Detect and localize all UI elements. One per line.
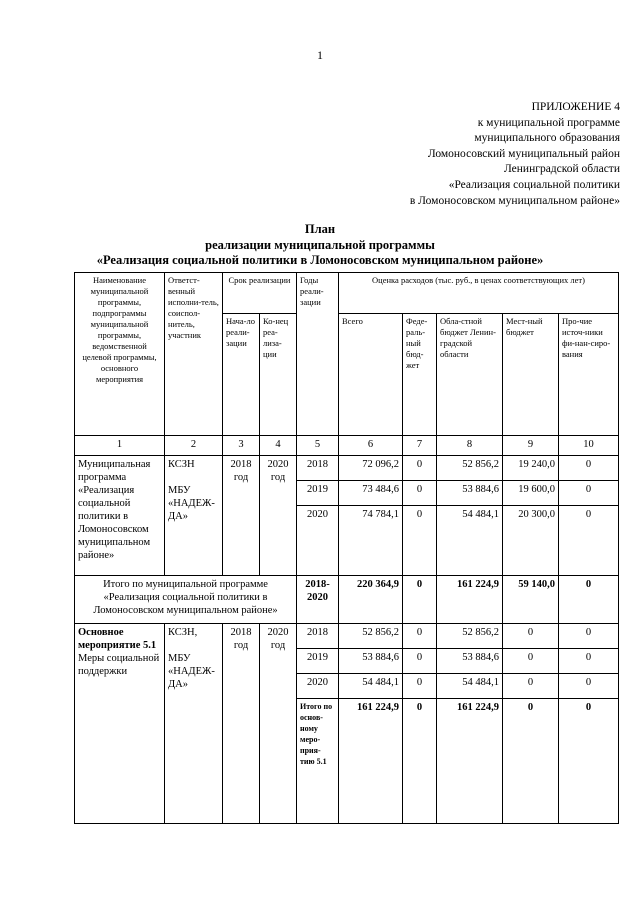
program-total: 73 484,6 xyxy=(339,481,403,506)
measure-regional: 53 884,6 xyxy=(437,649,503,674)
measure-responsible-1: КСЗН, xyxy=(168,627,198,638)
appendix-block xyxy=(410,100,620,209)
program-federal: 0 xyxy=(403,481,437,506)
program-total-total: 220 364,9 xyxy=(339,576,403,624)
program-local: 19 600,0 xyxy=(503,481,559,506)
measure-total: 53 884,6 xyxy=(339,649,403,674)
program-other: 0 xyxy=(559,456,619,481)
measure-federal: 0 xyxy=(403,624,437,649)
header-local: Мест-ный бюджет xyxy=(503,314,559,436)
header-federal: Феде-раль-ный бюд-жет xyxy=(403,314,437,436)
column-number: 3 xyxy=(223,436,260,456)
header-other: Про-чие источ-ники фи-нан-сиро-вания xyxy=(559,314,619,436)
appendix-line: муниципального образования xyxy=(474,132,620,145)
program-name: Муниципальная программа «Реализация социальной политики в Ломоносовском муниципальном районе» xyxy=(75,456,165,576)
measure-year: 2018 xyxy=(297,624,339,649)
measure-responsible xyxy=(165,624,223,824)
program-other: 0 xyxy=(559,481,619,506)
column-number: 6 xyxy=(339,436,403,456)
program-total-years: 2018-2020 xyxy=(297,576,339,624)
header-regional: Обла-стной бюджет Ленин-градской области xyxy=(437,314,503,436)
measure-other: 0 xyxy=(559,624,619,649)
program-responsible xyxy=(165,456,223,576)
program-year: 2019 xyxy=(297,481,339,506)
measure-local: 0 xyxy=(503,624,559,649)
appendix-line: Ломоносовский муниципальный район xyxy=(427,147,620,160)
header-end: Ко-нец реа-лиза-ции xyxy=(260,314,297,436)
column-number: 7 xyxy=(403,436,437,456)
column-number: 1 xyxy=(75,436,165,456)
program-local: 19 240,0 xyxy=(503,456,559,481)
plan-title-line: «Реализация социальной политики в Ломоносовском муниципальном районе» xyxy=(96,253,544,267)
measure-local: 0 xyxy=(503,674,559,699)
measure-name-bold: Основное мероприятие xyxy=(78,627,141,651)
measure-other: 0 xyxy=(559,649,619,674)
measure-start: 2018 год xyxy=(223,624,260,824)
header-responsible: Ответст-венный исполни-тель, соиспол-нитель, участник xyxy=(165,273,223,436)
appendix-line: в Ломоносовском муниципальном районе» xyxy=(409,194,620,207)
measure-total-label: Итого по основ-ному меро-прия-тию 5.1 xyxy=(297,699,339,824)
appendix-line: ПРИЛОЖЕНИЕ 4 xyxy=(531,101,620,113)
program-responsible-2: МБУ «НАДЕЖ-ДА» xyxy=(168,485,215,522)
program-total-other: 0 xyxy=(559,576,619,624)
header-start: Нача-ло реали-зации xyxy=(223,314,260,436)
program-regional: 53 884,6 xyxy=(437,481,503,506)
measure-total-federal: 0 xyxy=(403,699,437,824)
measure-number: 5.1 xyxy=(143,640,157,651)
program-federal: 0 xyxy=(403,456,437,481)
measure-regional: 52 856,2 xyxy=(437,624,503,649)
program-total-local: 59 140,0 xyxy=(503,576,559,624)
column-number: 10 xyxy=(559,436,619,456)
column-number: 2 xyxy=(165,436,223,456)
column-number: 8 xyxy=(437,436,503,456)
measure-total: 54 484,1 xyxy=(339,674,403,699)
measure-year: 2020 xyxy=(297,674,339,699)
column-number: 5 xyxy=(297,436,339,456)
measure-end: 2020 год xyxy=(260,624,297,824)
appendix-line: к муниципальной программе xyxy=(477,116,620,129)
program-regional: 52 856,2 xyxy=(437,456,503,481)
page-number: 1 xyxy=(317,48,323,62)
measure-total: 52 856,2 xyxy=(339,624,403,649)
program-start: 2018 год xyxy=(223,456,260,576)
plan-title-line: реализации муниципальной программы xyxy=(205,237,435,252)
measure-federal: 0 xyxy=(403,649,437,674)
measure-regional: 54 484,1 xyxy=(437,674,503,699)
measure-total-other: 0 xyxy=(559,699,619,824)
program-other: 0 xyxy=(559,506,619,576)
column-number: 4 xyxy=(260,436,297,456)
header-total: Всего xyxy=(339,314,403,436)
program-regional: 54 484,1 xyxy=(437,506,503,576)
appendix-line: Ленинградской области xyxy=(503,163,620,176)
plan-table xyxy=(74,272,619,824)
measure-total-total: 161 224,9 xyxy=(339,699,403,824)
measure-name-rest: Меры социальной поддержки xyxy=(78,653,160,677)
program-responsible-1: КСЗН xyxy=(168,459,195,470)
header-period: Срок реализации xyxy=(223,273,297,314)
program-total: 72 096,2 xyxy=(339,456,403,481)
measure-year: 2019 xyxy=(297,649,339,674)
measure-name xyxy=(75,624,165,824)
measure-federal: 0 xyxy=(403,674,437,699)
program-local: 20 300,0 xyxy=(503,506,559,576)
header-years: Годы реали-зации xyxy=(297,273,339,436)
header-name: Наименование муниципальной программы, подпрограммы муниципальной программы, ведомственной целевой программы, основного мероприятия xyxy=(75,273,165,436)
program-year: 2020 xyxy=(297,506,339,576)
program-total-label: Итого по муниципальной программе «Реализация социальной политики в Ломоносовском муниципальном районе» xyxy=(75,576,297,624)
column-number: 9 xyxy=(503,436,559,456)
program-federal: 0 xyxy=(403,506,437,576)
measure-local: 0 xyxy=(503,649,559,674)
measure-responsible-2: МБУ «НАДЕЖ-ДА» xyxy=(168,653,215,690)
program-total-regional: 161 224,9 xyxy=(437,576,503,624)
measure-other: 0 xyxy=(559,674,619,699)
plan-title xyxy=(0,222,640,269)
program-total-federal: 0 xyxy=(403,576,437,624)
measure-total-regional: 161 224,9 xyxy=(437,699,503,824)
measure-total-local: 0 xyxy=(503,699,559,824)
program-total: 74 784,1 xyxy=(339,506,403,576)
program-year: 2018 xyxy=(297,456,339,481)
program-end: 2020 год xyxy=(260,456,297,576)
header-costs: Оценка расходов (тыс. руб., в ценах соответствующих лет) xyxy=(339,273,619,314)
plan-title-line: План xyxy=(304,222,336,236)
appendix-line: «Реализация социальной политики xyxy=(448,178,620,191)
